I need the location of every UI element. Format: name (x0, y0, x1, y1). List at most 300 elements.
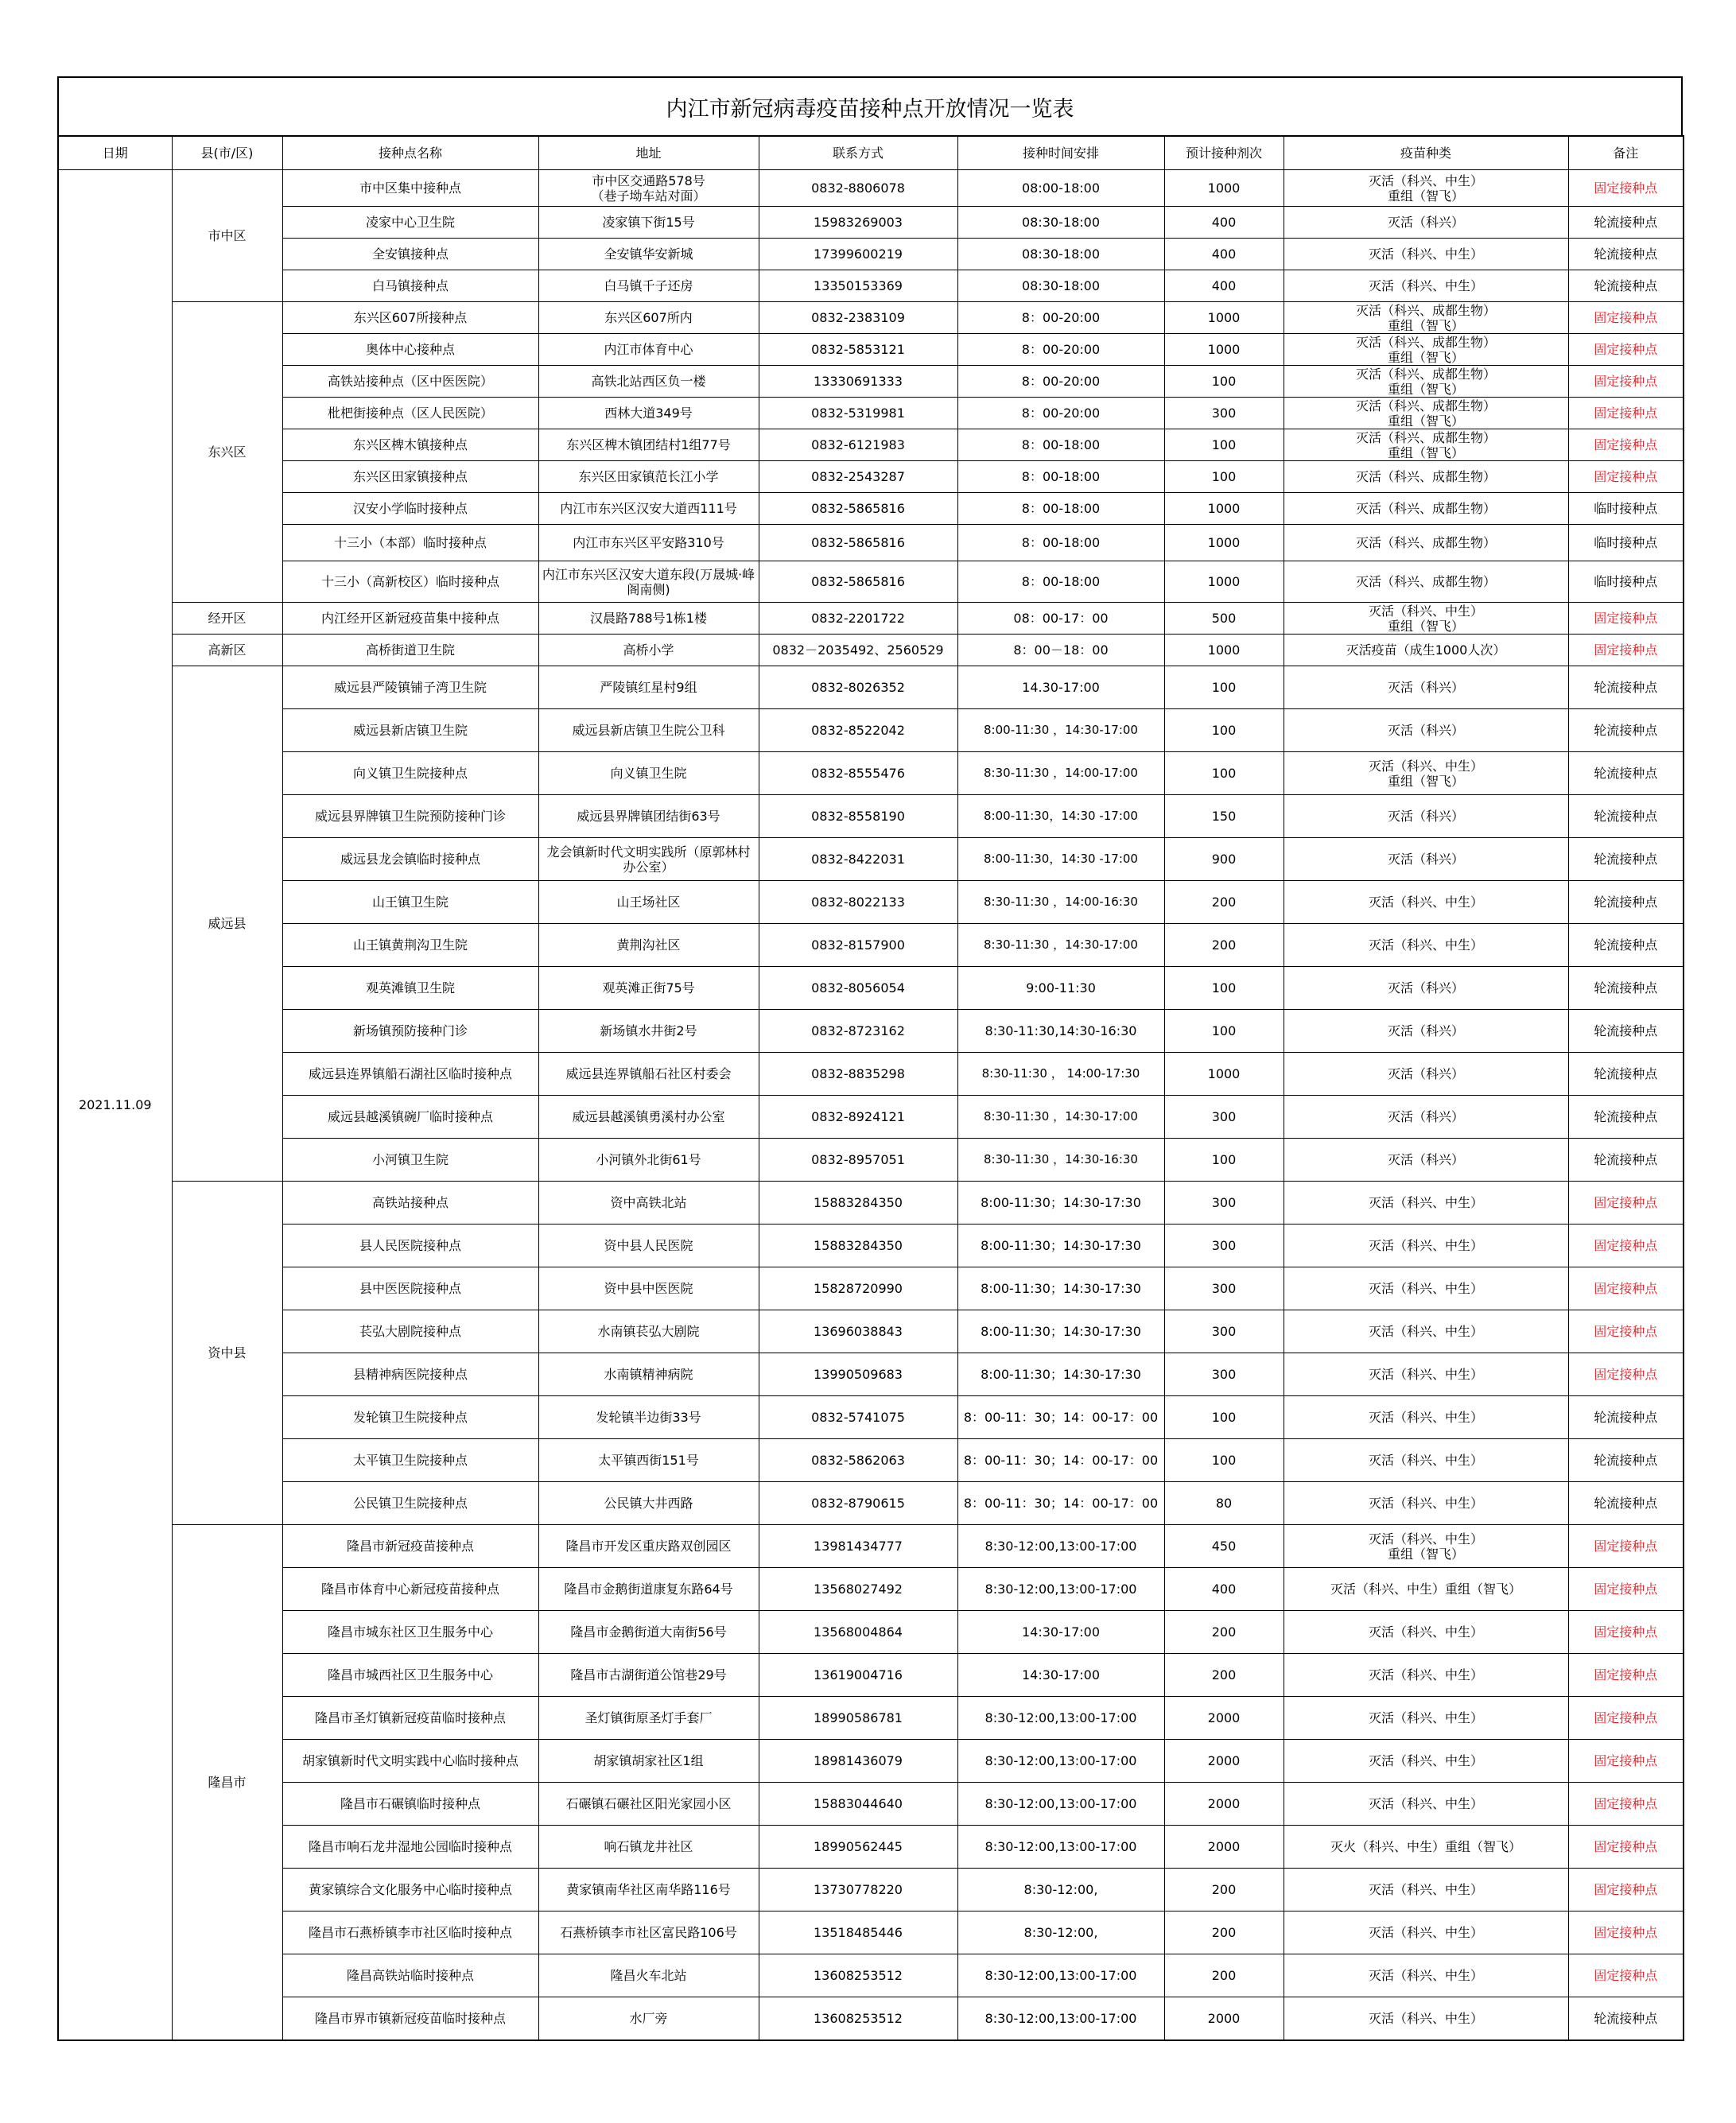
dose-count-cell: 100 (1164, 366, 1284, 398)
vaccine-type-cell: 灭活（科兴、成都生物） 重组（智飞） (1284, 334, 1568, 366)
phone-cell: 0832-5865816 (759, 561, 957, 603)
note-cell: 固定接种点 (1568, 1353, 1684, 1396)
table-row (58, 461, 1684, 493)
table-row (58, 752, 1684, 795)
time-slot-cell: 8:30-12:00,13:00-17:00 (957, 1740, 1164, 1783)
address-cell: 隆昌火车北站 (538, 1954, 759, 1997)
time-slot-cell: 8:30-12:00,13:00-17:00 (957, 1568, 1164, 1611)
site-name-cell: 小河镇卫生院 (282, 1139, 538, 1182)
vaccine-type-cell: 灭活（科兴、中生） 重组（智飞） (1284, 752, 1568, 795)
time-slot-cell: 8：00-20:00 (957, 302, 1164, 334)
site-name-cell: 东兴区607所接种点 (282, 302, 538, 334)
phone-cell: 15828720990 (759, 1267, 957, 1310)
time-slot-cell: 8:30-12:00,13:00-17:00 (957, 1997, 1164, 2040)
time-slot-cell: 08：00-17：00 (957, 603, 1164, 635)
site-name-cell: 白马镇接种点 (282, 270, 538, 302)
note-cell: 轮流接种点 (1568, 752, 1684, 795)
dose-count-cell: 300 (1164, 1225, 1284, 1267)
note-cell: 固定接种点 (1568, 366, 1684, 398)
phone-cell: 18990562445 (759, 1826, 957, 1869)
phone-cell: 18981436079 (759, 1740, 957, 1783)
time-slot-cell: 8:30-12:00, (957, 1869, 1164, 1911)
vaccine-type-cell: 灭活（科兴、中生） (1284, 1267, 1568, 1310)
table-row (58, 1697, 1684, 1740)
dose-count-cell: 400 (1164, 1568, 1284, 1611)
address-cell: 威远县新店镇卫生院公卫科 (538, 709, 759, 752)
dose-count-cell: 1000 (1164, 525, 1284, 561)
dose-count-cell: 1000 (1164, 334, 1284, 366)
phone-cell: 13981434777 (759, 1525, 957, 1568)
vaccine-type-cell: 灭活（科兴、成都生物） (1284, 493, 1568, 525)
dose-count-cell: 900 (1164, 838, 1284, 881)
address-cell: 圣灯镇街原圣灯手套厂 (538, 1697, 759, 1740)
time-slot-cell: 8：00-18:00 (957, 525, 1164, 561)
table-row (58, 881, 1684, 924)
site-name-cell: 市中区集中接种点 (282, 170, 538, 207)
site-name-cell: 隆昌市响石龙井湿地公园临时接种点 (282, 1826, 538, 1869)
note-cell: 轮流接种点 (1568, 924, 1684, 967)
header-phone: 联系方式 (759, 136, 957, 170)
address-cell: 小河镇外北街61号 (538, 1139, 759, 1182)
table-row (58, 1611, 1684, 1654)
county-cell: 隆昌市 (172, 1525, 282, 2040)
county-cell: 市中区 (172, 170, 282, 302)
site-name-cell: 观英滩镇卫生院 (282, 967, 538, 1010)
table-row (58, 239, 1684, 270)
address-cell: 山王场社区 (538, 881, 759, 924)
phone-cell: 13330691333 (759, 366, 957, 398)
vaccine-type-cell: 灭活（科兴） (1284, 1139, 1568, 1182)
dose-count-cell: 100 (1164, 1139, 1284, 1182)
note-cell: 固定接种点 (1568, 334, 1684, 366)
schedule-sheet (57, 76, 1683, 2041)
time-slot-cell: 8：00-18:00 (957, 461, 1164, 493)
vaccine-type-cell: 灭活（科兴、中生） (1284, 1783, 1568, 1826)
note-cell: 临时接种点 (1568, 493, 1684, 525)
address-cell: 资中县人民医院 (538, 1225, 759, 1267)
dose-count-cell: 200 (1164, 1954, 1284, 1997)
note-cell: 固定接种点 (1568, 1654, 1684, 1697)
time-slot-cell: 8：00－18：00 (957, 635, 1164, 666)
note-cell: 轮流接种点 (1568, 207, 1684, 239)
time-slot-cell: 14.30-17:00 (957, 666, 1164, 709)
vaccine-type-cell: 灭活（科兴） (1284, 795, 1568, 838)
address-cell: 水南镇苌弘大剧院 (538, 1310, 759, 1353)
time-slot-cell: 8：00-18:00 (957, 429, 1164, 461)
site-name-cell: 隆昌市城东社区卫生服务中心 (282, 1611, 538, 1654)
time-slot-cell: 8：00-11：30；14：00-17：00 (957, 1482, 1164, 1525)
dose-count-cell: 1000 (1164, 635, 1284, 666)
table-row (58, 1525, 1684, 1568)
dose-count-cell: 100 (1164, 1439, 1284, 1482)
dose-count-cell: 300 (1164, 1267, 1284, 1310)
time-slot-cell: 8:00-11:30；14:30-17:30 (957, 1225, 1164, 1267)
site-name-cell: 县精神病医院接种点 (282, 1353, 538, 1396)
note-cell: 轮流接种点 (1568, 1396, 1684, 1439)
site-name-cell: 胡家镇新时代文明实践中心临时接种点 (282, 1740, 538, 1783)
note-cell: 轮流接种点 (1568, 1010, 1684, 1053)
phone-cell: 0832-8806078 (759, 170, 957, 207)
address-cell: 内江市体育中心 (538, 334, 759, 366)
dose-count-cell: 1000 (1164, 1053, 1284, 1096)
phone-cell: 0832-2201722 (759, 603, 957, 635)
table-row (58, 1869, 1684, 1911)
table-row (58, 366, 1684, 398)
phone-cell: 0832-8723162 (759, 1010, 957, 1053)
time-slot-cell: 8:00-11:30，14:30 -17:00 (957, 838, 1164, 881)
phone-cell: 0832-2543287 (759, 461, 957, 493)
site-name-cell: 公民镇卫生院接种点 (282, 1482, 538, 1525)
address-cell: 水南镇精神病院 (538, 1353, 759, 1396)
address-cell: 隆昌市金鹅街道康复东路64号 (538, 1568, 759, 1611)
vaccine-type-cell: 灭活（科兴） (1284, 1010, 1568, 1053)
sheet-title: 内江市新冠病毒疫苗接种点开放情况一览表 (57, 76, 1683, 135)
note-cell: 轮流接种点 (1568, 1096, 1684, 1139)
site-name-cell: 东兴区田家镇接种点 (282, 461, 538, 493)
table-row (58, 603, 1684, 635)
header-doses: 预计接种剂次 (1164, 136, 1284, 170)
table-row (58, 1654, 1684, 1697)
table-row (58, 1911, 1684, 1954)
time-slot-cell: 8:30-11:30 ，14:00-17:00 (957, 752, 1164, 795)
time-slot-cell: 8:00-11:30；14:30-17:30 (957, 1353, 1164, 1396)
dose-count-cell: 200 (1164, 1654, 1284, 1697)
site-name-cell: 隆昌市城西社区卫生服务中心 (282, 1654, 538, 1697)
vaccine-type-cell: 灭活（科兴、中生） (1284, 270, 1568, 302)
note-cell: 轮流接种点 (1568, 239, 1684, 270)
table-row (58, 561, 1684, 603)
time-slot-cell: 8:00-11:30；14:30-17:30 (957, 1267, 1164, 1310)
address-cell: 凌家镇下街15号 (538, 207, 759, 239)
dose-count-cell: 300 (1164, 1353, 1284, 1396)
address-cell: 太平镇西街151号 (538, 1439, 759, 1482)
table-row (58, 1997, 1684, 2040)
time-slot-cell: 8：00-18:00 (957, 493, 1164, 525)
note-cell: 轮流接种点 (1568, 270, 1684, 302)
dose-count-cell: 100 (1164, 752, 1284, 795)
phone-cell: 17399600219 (759, 239, 957, 270)
dose-count-cell: 200 (1164, 1869, 1284, 1911)
address-cell: 东兴区607所内 (538, 302, 759, 334)
time-slot-cell: 8:30-12:00,13:00-17:00 (957, 1954, 1164, 1997)
address-cell: 黄荆沟社区 (538, 924, 759, 967)
vaccine-type-cell: 灭活（科兴、中生） 重组（智飞） (1284, 603, 1568, 635)
note-cell: 固定接种点 (1568, 429, 1684, 461)
header-address: 地址 (538, 136, 759, 170)
site-name-cell: 威远县越溪镇碗厂临时接种点 (282, 1096, 538, 1139)
address-cell: 黄家镇南华社区南华路116号 (538, 1869, 759, 1911)
time-slot-cell: 8:30-12:00,13:00-17:00 (957, 1525, 1164, 1568)
note-cell: 固定接种点 (1568, 635, 1684, 666)
vaccine-type-cell: 灭活（科兴、中生） (1284, 1310, 1568, 1353)
dose-count-cell: 100 (1164, 1010, 1284, 1053)
site-name-cell: 威远县界牌镇卫生院预防接种门诊 (282, 795, 538, 838)
header-site-name: 接种点名称 (282, 136, 538, 170)
phone-cell: 15883284350 (759, 1225, 957, 1267)
table-row (58, 838, 1684, 881)
site-name-cell: 隆昌市石燕桥镇李市社区临时接种点 (282, 1911, 538, 1954)
vaccine-type-cell: 灭活（科兴、成都生物） (1284, 461, 1568, 493)
dose-count-cell: 2000 (1164, 1783, 1284, 1826)
site-name-cell: 苌弘大剧院接种点 (282, 1310, 538, 1353)
site-name-cell: 十三小（高新校区）临时接种点 (282, 561, 538, 603)
address-cell: 隆昌市金鹅街道大南街56号 (538, 1611, 759, 1654)
vaccine-type-cell: 灭活（科兴、中生） (1284, 1654, 1568, 1697)
vaccine-type-cell: 灭活（科兴） (1284, 1053, 1568, 1096)
address-cell: 汉晨路788号1栋1楼 (538, 603, 759, 635)
note-cell: 轮流接种点 (1568, 1997, 1684, 2040)
vaccine-type-cell: 灭活疫苗（成生1000人次） (1284, 635, 1568, 666)
note-cell: 固定接种点 (1568, 302, 1684, 334)
dose-count-cell: 200 (1164, 924, 1284, 967)
time-slot-cell: 8:00-11:30，14:30 -17:00 (957, 795, 1164, 838)
time-slot-cell: 08:30-18:00 (957, 270, 1164, 302)
table-row (58, 1954, 1684, 1997)
phone-cell: 0832-8157900 (759, 924, 957, 967)
address-cell: 高铁北站西区负一楼 (538, 366, 759, 398)
site-name-cell: 威远县龙会镇临时接种点 (282, 838, 538, 881)
vaccine-type-cell: 灭活（科兴、中生） (1284, 924, 1568, 967)
table-row (58, 429, 1684, 461)
phone-cell: 0832-8022133 (759, 881, 957, 924)
dose-count-cell: 100 (1164, 666, 1284, 709)
address-cell: 东兴区椑木镇团结村1组77号 (538, 429, 759, 461)
dose-count-cell: 1000 (1164, 302, 1284, 334)
note-cell: 固定接种点 (1568, 1740, 1684, 1783)
site-name-cell: 县人民医院接种点 (282, 1225, 538, 1267)
note-cell: 固定接种点 (1568, 1225, 1684, 1267)
dose-count-cell: 300 (1164, 398, 1284, 429)
note-cell: 固定接种点 (1568, 398, 1684, 429)
address-cell: 石燕桥镇李市社区富民路106号 (538, 1911, 759, 1954)
site-name-cell: 县中医医院接种点 (282, 1267, 538, 1310)
vaccine-type-cell: 灭活（科兴） (1284, 838, 1568, 881)
dose-count-cell: 2000 (1164, 1697, 1284, 1740)
note-cell: 轮流接种点 (1568, 838, 1684, 881)
site-name-cell: 高铁站接种点（区中医医院） (282, 366, 538, 398)
note-cell: 临时接种点 (1568, 561, 1684, 603)
note-cell: 轮流接种点 (1568, 1053, 1684, 1096)
table-body (58, 170, 1684, 2040)
vaccine-type-cell: 灭活（科兴、中生） (1284, 1396, 1568, 1439)
vaccine-type-cell: 灭活（科兴） (1284, 207, 1568, 239)
site-name-cell: 威远县新店镇卫生院 (282, 709, 538, 752)
address-cell: 隆昌市古湖街道公馆巷29号 (538, 1654, 759, 1697)
time-slot-cell: 8:30-12:00, (957, 1911, 1164, 1954)
phone-cell: 0832-8835298 (759, 1053, 957, 1096)
county-cell: 资中县 (172, 1182, 282, 1525)
time-slot-cell: 08:30-18:00 (957, 207, 1164, 239)
note-cell: 固定接种点 (1568, 1267, 1684, 1310)
vaccine-type-cell: 灭活（科兴、中生） (1284, 1997, 1568, 2040)
dose-count-cell: 1000 (1164, 561, 1284, 603)
site-name-cell: 威远县连界镇船石湖社区临时接种点 (282, 1053, 538, 1096)
site-name-cell: 隆昌高铁站临时接种点 (282, 1954, 538, 1997)
table-row (58, 1267, 1684, 1310)
phone-cell: 13350153369 (759, 270, 957, 302)
county-cell: 经开区 (172, 603, 282, 635)
note-cell: 固定接种点 (1568, 1954, 1684, 1997)
note-cell: 轮流接种点 (1568, 1139, 1684, 1182)
address-cell: 威远县界牌镇团结街63号 (538, 795, 759, 838)
phone-cell: 15883044640 (759, 1783, 957, 1826)
phone-cell: 0832-8790615 (759, 1482, 957, 1525)
phone-cell: 0832-5741075 (759, 1396, 957, 1439)
table-row (58, 270, 1684, 302)
phone-cell: 0832-6121983 (759, 429, 957, 461)
vaccine-type-cell: 灭活（科兴） (1284, 709, 1568, 752)
dose-count-cell: 100 (1164, 461, 1284, 493)
time-slot-cell: 8:30-11:30 ， 14:00-17:30 (957, 1053, 1164, 1096)
time-slot-cell: 8:00-11:30；14:30-17:30 (957, 1310, 1164, 1353)
vaccine-type-cell: 灭活（科兴、中生） (1284, 1353, 1568, 1396)
vaccine-type-cell: 灭活（科兴、成都生物） (1284, 525, 1568, 561)
vaccine-type-cell: 灭活（科兴、中生） (1284, 1225, 1568, 1267)
time-slot-cell: 8:00-11:30 ，14:30-17:00 (957, 709, 1164, 752)
dose-count-cell: 100 (1164, 967, 1284, 1010)
time-slot-cell: 8:30-11:30 ，14:00-16:30 (957, 881, 1164, 924)
table-row (58, 493, 1684, 525)
site-name-cell: 全安镇接种点 (282, 239, 538, 270)
note-cell: 固定接种点 (1568, 170, 1684, 207)
note-cell: 轮流接种点 (1568, 1439, 1684, 1482)
time-slot-cell: 8:30-12:00,13:00-17:00 (957, 1697, 1164, 1740)
dose-count-cell: 300 (1164, 1310, 1284, 1353)
table-row (58, 1396, 1684, 1439)
phone-cell: 13696038843 (759, 1310, 957, 1353)
note-cell: 固定接种点 (1568, 1911, 1684, 1954)
address-cell: 石碾镇石碾社区阳光家园小区 (538, 1783, 759, 1826)
dose-count-cell: 150 (1164, 795, 1284, 838)
phone-cell: 13990509683 (759, 1353, 957, 1396)
phone-cell: 0832-8056054 (759, 967, 957, 1010)
dose-count-cell: 2000 (1164, 1997, 1284, 2040)
address-cell: 内江市东兴区汉安大道西111号 (538, 493, 759, 525)
phone-cell: 0832-5862063 (759, 1439, 957, 1482)
time-slot-cell: 8：00-11：30；14：00-17：00 (957, 1396, 1164, 1439)
vaccine-type-cell: 灭活（科兴、中生） (1284, 1911, 1568, 1954)
phone-cell: 0832－2035492、2560529 (759, 635, 957, 666)
vaccine-type-cell: 灭活（科兴、中生） (1284, 1439, 1568, 1482)
address-cell: 龙会镇新时代文明实践所（原郭林村办公室） (538, 838, 759, 881)
time-slot-cell: 8：00-20:00 (957, 334, 1164, 366)
site-name-cell: 山王镇卫生院 (282, 881, 538, 924)
dose-count-cell: 1000 (1164, 170, 1284, 207)
table-row (58, 1482, 1684, 1525)
vaccine-type-cell: 灭活（科兴、中生）重组（智飞） (1284, 1568, 1568, 1611)
address-cell: 新场镇水井街2号 (538, 1010, 759, 1053)
time-slot-cell: 8：00-20:00 (957, 366, 1164, 398)
site-name-cell: 隆昌市界市镇新冠疫苗临时接种点 (282, 1997, 538, 2040)
table-row (58, 795, 1684, 838)
date-cell: 2021.11.09 (58, 170, 172, 2040)
time-slot-cell: 8：00-18:00 (957, 561, 1164, 603)
vaccine-type-cell: 灭活（科兴、成都生物） (1284, 561, 1568, 603)
phone-cell: 18990586781 (759, 1697, 957, 1740)
phone-cell: 0832-5865816 (759, 525, 957, 561)
vaccine-type-cell: 灭活（科兴、成都生物） 重组（智飞） (1284, 398, 1568, 429)
note-cell: 轮流接种点 (1568, 666, 1684, 709)
table-row (58, 666, 1684, 709)
note-cell: 固定接种点 (1568, 1783, 1684, 1826)
header-note: 备注 (1568, 136, 1684, 170)
site-name-cell: 威远县严陵镇铺子湾卫生院 (282, 666, 538, 709)
dose-count-cell: 300 (1164, 1096, 1284, 1139)
site-name-cell: 隆昌市石碾镇临时接种点 (282, 1783, 538, 1826)
address-cell: 隆昌市开发区重庆路双创园区 (538, 1525, 759, 1568)
county-cell: 高新区 (172, 635, 282, 666)
time-slot-cell: 8:30-12:00,13:00-17:00 (957, 1826, 1164, 1869)
county-cell: 东兴区 (172, 302, 282, 603)
dose-count-cell: 400 (1164, 239, 1284, 270)
note-cell: 轮流接种点 (1568, 1482, 1684, 1525)
dose-count-cell: 300 (1164, 1182, 1284, 1225)
vaccine-type-cell: 灭活（科兴、成都生物） 重组（智飞） (1284, 429, 1568, 461)
site-name-cell: 奥体中心接种点 (282, 334, 538, 366)
dose-count-cell: 200 (1164, 1911, 1284, 1954)
phone-cell: 0832-5865816 (759, 493, 957, 525)
site-name-cell: 高桥街道卫生院 (282, 635, 538, 666)
note-cell: 固定接种点 (1568, 461, 1684, 493)
dose-count-cell: 100 (1164, 1396, 1284, 1439)
time-slot-cell: 8:30-11:30 ，14:30-17:00 (957, 924, 1164, 967)
address-cell: 资中县中医医院 (538, 1267, 759, 1310)
time-slot-cell: 14:30-17:00 (957, 1611, 1164, 1654)
site-name-cell: 太平镇卫生院接种点 (282, 1439, 538, 1482)
address-cell: 白马镇千子还房 (538, 270, 759, 302)
table-row (58, 1826, 1684, 1869)
vaccine-type-cell: 灭活（科兴、中生） (1284, 1740, 1568, 1783)
phone-cell: 15883284350 (759, 1182, 957, 1225)
table-row (58, 1182, 1684, 1225)
dose-count-cell: 1000 (1164, 493, 1284, 525)
note-cell: 轮流接种点 (1568, 881, 1684, 924)
header-time: 接种时间安排 (957, 136, 1164, 170)
phone-cell: 0832-8555476 (759, 752, 957, 795)
dose-count-cell: 400 (1164, 207, 1284, 239)
dose-count-cell: 400 (1164, 270, 1284, 302)
site-name-cell: 高铁站接种点 (282, 1182, 538, 1225)
table-row (58, 1740, 1684, 1783)
vaccine-type-cell: 灭活（科兴、中生） (1284, 1182, 1568, 1225)
phone-cell: 13568027492 (759, 1568, 957, 1611)
table-row (58, 525, 1684, 561)
vaccination-table (57, 135, 1684, 2041)
vaccine-type-cell: 灭活（科兴、中生） (1284, 881, 1568, 924)
county-cell: 威远县 (172, 666, 282, 1182)
dose-count-cell: 100 (1164, 709, 1284, 752)
table-row (58, 1439, 1684, 1482)
table-row (58, 207, 1684, 239)
vaccine-type-cell: 灭活（科兴、中生） (1284, 239, 1568, 270)
note-cell: 固定接种点 (1568, 1525, 1684, 1568)
table-row (58, 1783, 1684, 1826)
address-cell: 资中高铁北站 (538, 1182, 759, 1225)
table-row (58, 1053, 1684, 1096)
site-name-cell: 隆昌市圣灯镇新冠疫苗临时接种点 (282, 1697, 538, 1740)
address-cell: 公民镇大井西路 (538, 1482, 759, 1525)
address-cell: 威远县越溪镇勇溪村办公室 (538, 1096, 759, 1139)
address-cell: 水厂旁 (538, 1997, 759, 2040)
table-row (58, 1225, 1684, 1267)
header-row (58, 136, 1684, 170)
note-cell: 固定接种点 (1568, 1697, 1684, 1740)
dose-count-cell: 80 (1164, 1482, 1284, 1525)
vaccine-type-cell: 灭活（科兴） (1284, 1096, 1568, 1139)
note-cell: 固定接种点 (1568, 1568, 1684, 1611)
time-slot-cell: 14:30-17:00 (957, 1654, 1164, 1697)
time-slot-cell: 8：00-20:00 (957, 398, 1164, 429)
